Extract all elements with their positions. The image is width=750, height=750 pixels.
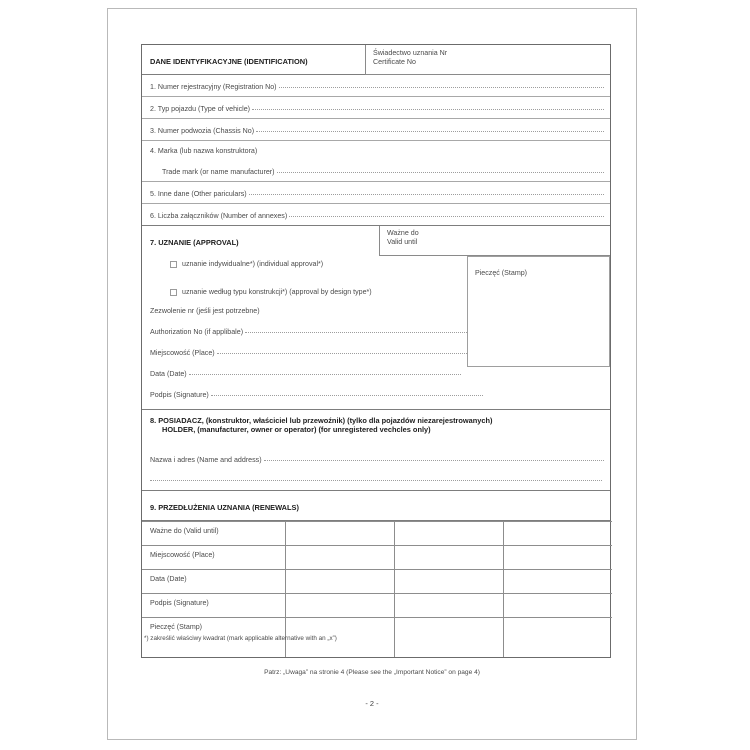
- approval-title: 7. UZNANIE (APPROVAL): [150, 238, 239, 247]
- row-label: Miejscowość (Place): [142, 545, 285, 569]
- section-identification: [142, 45, 610, 225]
- certificate-label-en: Certificate No: [373, 57, 416, 66]
- field-label: Podpis (Signature): [150, 391, 209, 400]
- holder-title-pl: 8. POSIADACZ, (konstruktor, właściciel lub przewoźnik) (tylko dla pojazdów niezarejestrowanych): [150, 415, 493, 425]
- field-label: 6. Liczba załączników (Number of annexes): [150, 211, 288, 220]
- certificate-label-pl: Świadectwo uznania Nr: [373, 49, 448, 57]
- table-row: [142, 545, 612, 569]
- table-row: [142, 593, 612, 617]
- identification-header-row: [142, 45, 610, 74]
- checkbox-label: uznanie indywidualne*) (individual approval*): [182, 260, 324, 268]
- field-label: 3. Numer podwozia (Chassis No): [150, 126, 255, 135]
- dotted-leader: [249, 187, 604, 195]
- checkbox-design-type-approval[interactable]: [170, 289, 177, 296]
- dotted-leader: [256, 124, 604, 132]
- field-label: Miejscowość (Place): [150, 349, 215, 358]
- valid-until-label-en: Valid until: [387, 237, 418, 246]
- form-frame: [141, 44, 611, 658]
- field-marka-title: [142, 141, 610, 160]
- dotted-leader: [217, 346, 489, 354]
- spacer: [142, 436, 610, 449]
- stamp-box[interactable]: [467, 256, 610, 367]
- renewal-cell[interactable]: [394, 617, 503, 657]
- section-holder: [142, 410, 610, 481]
- field-label: Nazwa i adres (Name and address): [150, 456, 262, 465]
- renewal-cell[interactable]: [285, 593, 394, 617]
- dotted-leader: [211, 388, 483, 396]
- field-name-and-address[interactable]: [142, 449, 610, 470]
- dotted-leader: [277, 165, 605, 173]
- row-label: Pieczęć (Stamp): [142, 617, 285, 657]
- row-label: Ważne do (Valid until): [142, 521, 285, 545]
- renewal-cell[interactable]: [503, 545, 612, 569]
- field-other-particulars[interactable]: [142, 182, 610, 203]
- renewal-cell[interactable]: [285, 569, 394, 593]
- field-chassis-no[interactable]: [142, 119, 610, 140]
- renewal-cell[interactable]: [285, 545, 394, 569]
- field-label: Data (Date): [150, 370, 187, 379]
- dotted-leader: [252, 102, 604, 110]
- spacer: [142, 405, 610, 409]
- approval-header-row: [142, 226, 610, 255]
- section-approval: [142, 226, 610, 409]
- row-label: Data (Date): [142, 569, 285, 593]
- field-signature[interactable]: [142, 384, 610, 405]
- renewal-cell[interactable]: [285, 521, 394, 545]
- renewal-cell[interactable]: [394, 521, 503, 545]
- dotted-leader: [289, 209, 604, 217]
- field-trade-mark[interactable]: [142, 160, 610, 181]
- page-number: - 2 -: [365, 699, 379, 708]
- dotted-leader: [189, 367, 461, 375]
- table-row: [142, 521, 612, 545]
- dotted-leader: [264, 453, 604, 461]
- field-label: 1. Numer rejestracyjny (Registration No): [150, 82, 277, 91]
- identification-title-cell: [142, 45, 365, 74]
- renewal-cell[interactable]: [503, 521, 612, 545]
- renewal-cell[interactable]: [503, 593, 612, 617]
- certificate-number-cell[interactable]: [365, 45, 610, 75]
- row-label: Podpis (Signature): [142, 593, 285, 617]
- checkbox-individual-approval[interactable]: [170, 261, 177, 268]
- field-label: 2. Typ pojazdu (Type of vehicle): [150, 104, 251, 113]
- identification-title: DANE IDENTYFIKACYJNE (IDENTIFICATION): [150, 57, 308, 66]
- renewal-cell[interactable]: [503, 617, 612, 657]
- important-notice-text: Patrz: „Uwaga” na stronie 4 (Please see the „Important Notice” on page 4): [264, 669, 480, 676]
- field-label: Trade mark (or name manufacturer): [162, 167, 275, 176]
- renewal-cell[interactable]: [503, 569, 612, 593]
- holder-title-block: [142, 410, 610, 436]
- name-address-second-line[interactable]: [150, 472, 602, 481]
- field-number-of-annexes[interactable]: [142, 204, 610, 225]
- dotted-leader: [279, 80, 604, 88]
- renewal-cell[interactable]: [394, 593, 503, 617]
- renewal-cell[interactable]: [394, 569, 503, 593]
- field-label: 4. Marka (lub nazwa konstruktora): [150, 146, 258, 155]
- valid-until-label-pl: Ważne do: [387, 229, 419, 237]
- field-label: Zezwolenie nr (jeśli jest potrzebne): [150, 307, 260, 316]
- footnote-text: *) zakreślić właściwy kwadrat (mark applicable alternative with an „x”): [144, 635, 337, 642]
- renewal-cell[interactable]: [394, 545, 503, 569]
- page-sheet: [107, 8, 637, 740]
- renewals-title: 9. PRZEDŁUŻENIA UZNANIA (RENEWALS): [150, 502, 299, 512]
- section-renewals: [142, 491, 610, 658]
- field-registration-no[interactable]: [142, 75, 610, 96]
- stamp-label: Pieczęć (Stamp): [475, 269, 528, 277]
- holder-title-en: HOLDER, (manufacturer, owner or operator) (for unregistered vechcles only): [162, 424, 431, 434]
- field-label: 5. Inne dane (Other pariculars): [150, 189, 247, 198]
- field-label: Authorization No (if applibale): [150, 328, 244, 337]
- checkbox-label: uznanie według typu konstrukcji*) (approval by design type*): [182, 287, 372, 296]
- table-row: [142, 569, 612, 593]
- renewals-title-block: [142, 491, 610, 520]
- approval-title-cell: [142, 226, 379, 255]
- valid-until-cell[interactable]: [379, 226, 610, 256]
- field-type-of-vehicle[interactable]: [142, 97, 610, 118]
